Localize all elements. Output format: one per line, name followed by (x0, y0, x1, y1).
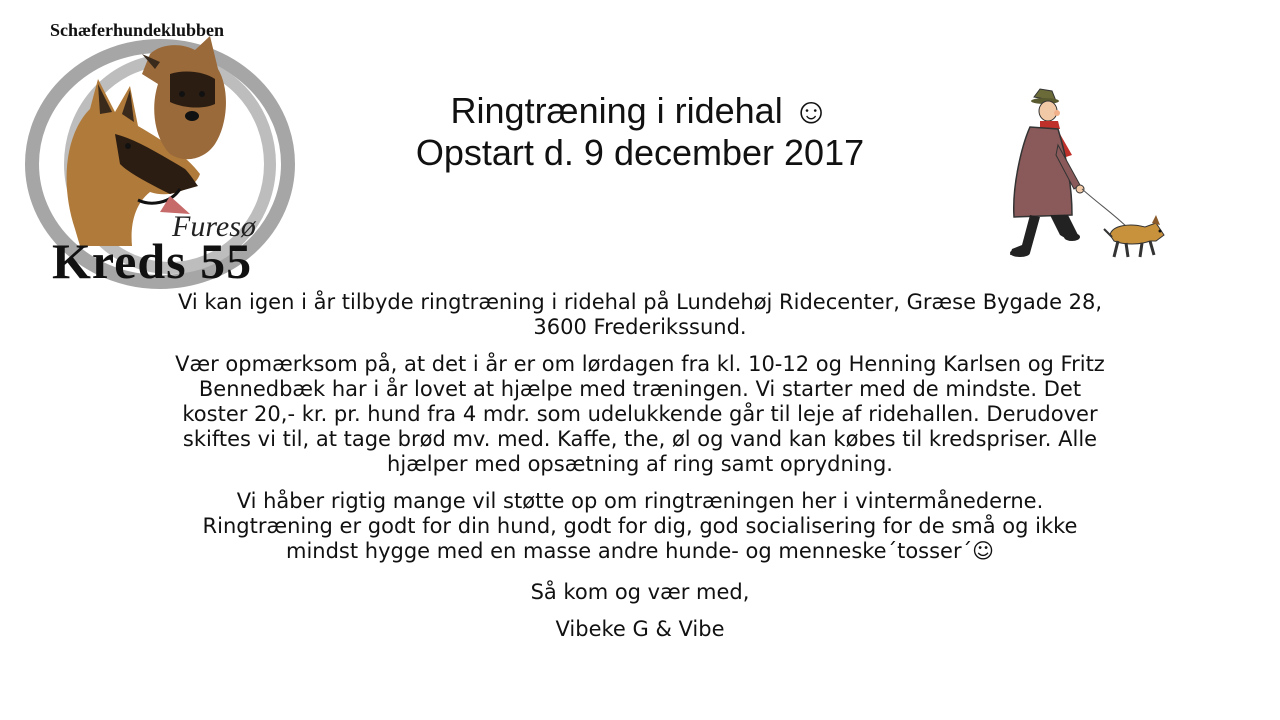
paragraph-invitation: Vi håber rigtig mange vil støtte op om ringtræningen her i vintermånederne. Ringtræning er godt for din hund, godt for dig, god socialisering for de små og ikke mindst hygge med en masse andre hunde- og menneske´tosser´☺ (202, 489, 1078, 563)
paragraph-details: Vær opmærksom på, at det i år er om lørdagen fra kl. 10-12 og Henning Karlsen og Fritz Bennedbæk har i år lovet at hjælpe med træningen. Vi starter med de mindste. Det koster 20,- kr. pr. hund fra 4 mdr. som udelukkende går til leje af ridehallen. Derudover skiftes vi til, at tage brød mv. med. Kaffe, the, øl og vand kan købes til kredspriser. Alle hjælper med opsætning af ring samt oprydning. (175, 352, 1105, 476)
title-line-2: Opstart d. 9 december 2017 (415, 132, 865, 173)
paragraph-location: Vi kan igen i år tilbyde ringtræning i ridehal på Lundehøj Ridecenter, Græse Bygade 28, 3600 Frederikssund. (177, 290, 1103, 339)
place-name: Furesø (172, 210, 256, 243)
closing-line: Så kom og vær med, (530, 580, 750, 604)
title-line-1: Ringtræning i ridehal ☺ (450, 90, 830, 131)
page-title (340, 90, 940, 174)
club-name: Schæferhundeklubben (50, 20, 225, 40)
signature: Vibeke G & Vibe (555, 617, 725, 641)
man-walking-dog-illustration (1000, 85, 1175, 270)
kreds-label: Kreds 55 (52, 233, 253, 289)
small-dog-image (1104, 215, 1164, 257)
announcement-body (170, 290, 1110, 654)
